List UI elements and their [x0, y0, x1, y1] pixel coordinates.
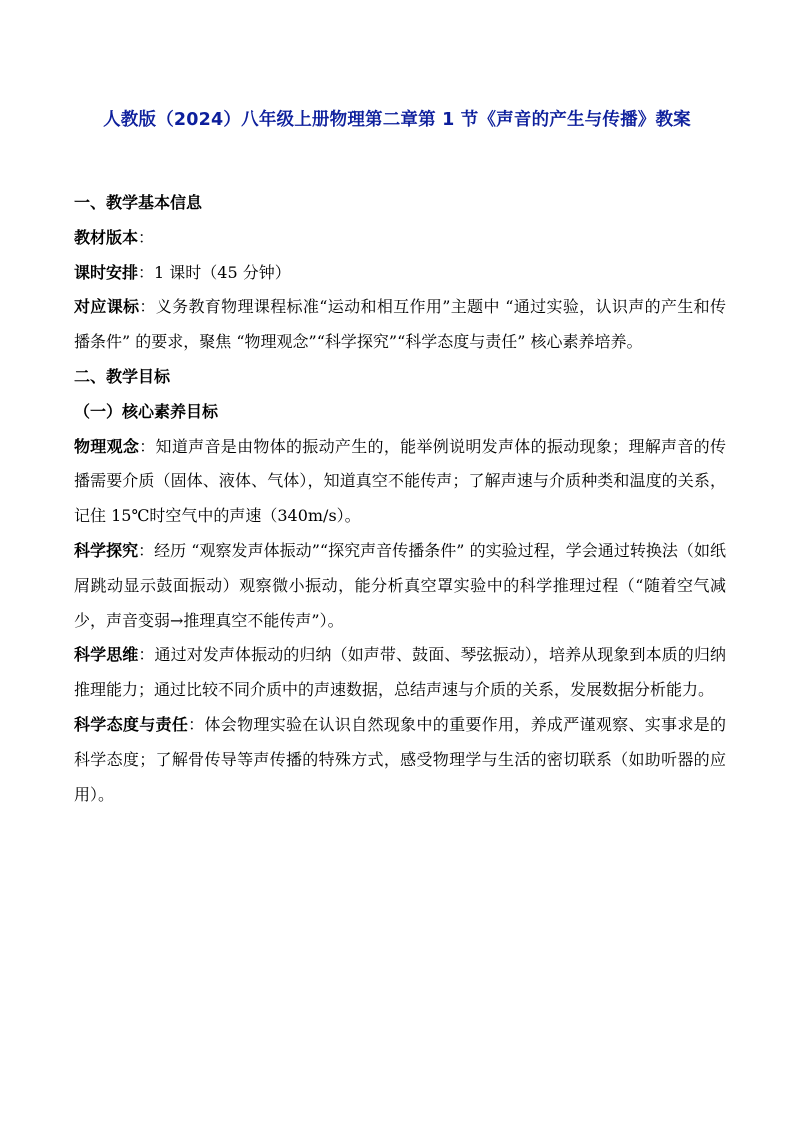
objective-paragraph	[74, 638, 726, 708]
objective-label: 物理观念	[74, 436, 140, 456]
objective-text: ：通过对发声体振动的归纳（如声带、鼓面、琴弦振动），培养从现象到本质的归纳推理能力；通过比较不同介质中的声速数据，总结声速与介质的关系，发展数据分析能力。	[74, 645, 726, 700]
textbook-version-row	[74, 221, 726, 256]
objective-paragraph	[74, 430, 726, 534]
section-heading-basic-info: 一、教学基本信息	[74, 193, 203, 212]
schedule-value: ：1 课时（45 分钟）	[138, 262, 291, 282]
objective-label: 科学态度与责任	[74, 714, 189, 734]
curriculum-standard-text: ：义务教育物理课程标准“运动和相互作用”主题中 “通过实验，认识声的产生和传播条件” 的要求，聚焦 “物理观念”“科学探究”“科学态度与责任” 核心素养培养。	[74, 297, 726, 352]
objective-label: 科学探究	[74, 540, 139, 560]
objective-label: 科学思维	[74, 645, 139, 665]
textbook-version-label: 教材版本	[74, 227, 139, 247]
document-title: 人教版（2024）八年级上册物理第二章第 1 节《声音的产生与传播》教案	[103, 110, 691, 130]
objective-paragraph	[74, 708, 726, 812]
section-heading-objectives: 二、教学目标	[74, 366, 171, 386]
curriculum-standard-label: 对应课标	[74, 297, 140, 317]
document-body	[74, 186, 726, 812]
objective-text: ：知道声音是由物体的振动产生的，能举例说明发声体的振动现象；理解声音的传播需要介质（固体、液体、气体），知道真空不能传声；了解声速与介质种类和温度的关系，记住 15℃时空气中的声速（340m/s）。	[74, 436, 726, 526]
curriculum-standard-paragraph	[74, 290, 726, 360]
objective-text: ：经历 “观察发声体振动”“探究声音传播条件” 的实验过程，学会通过转换法（如纸屑跳动显示鼓面振动）观察微小振动，能分析真空罩实验中的科学推理过程（“随着空气减少，声音变弱→推理真空不能传声”）。	[74, 540, 726, 630]
textbook-version-value: ：	[138, 227, 155, 247]
objective-text: ：体会物理实验在认识自然现象中的重要作用，养成严谨观察、实事求是的科学态度；了解骨传导等声传播的特殊方式，感受物理学与生活的密切联系（如助听器的应用）。	[74, 714, 726, 804]
schedule-row	[74, 256, 726, 291]
subheading-core-literacy: （一）核心素养目标	[74, 401, 219, 421]
schedule-label: 课时安排	[74, 262, 139, 282]
objective-paragraph	[74, 534, 726, 638]
